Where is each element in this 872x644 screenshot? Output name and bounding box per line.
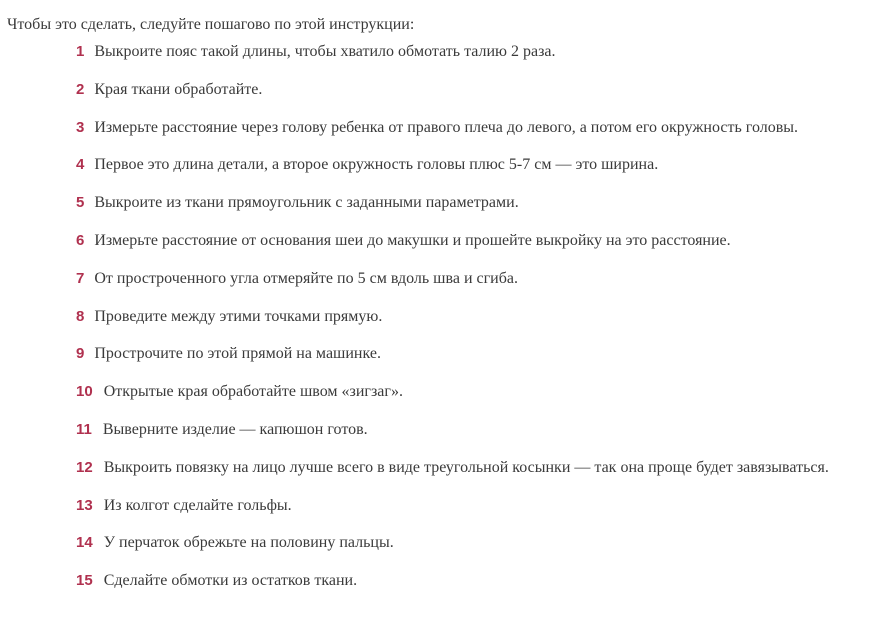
step-number: 1 [76,43,85,60]
list-item [71,229,846,252]
list-item [71,116,846,139]
list-item [71,342,846,365]
step-text: Открытые края обработайте швом «зигзаг». [103,383,403,401]
list-item [71,380,846,403]
list-item [71,153,846,176]
step-text: Из колгот сделайте гольфы. [103,496,292,514]
step-number: 8 [76,307,85,325]
step-text: Сделайте обмотки из остатков ткани. [103,572,358,590]
list-item [71,569,846,592]
list-item [71,494,846,517]
step-text: Первое это длина детали, а второе окружность головы плюс 5-7 см — это ширина. [94,156,659,174]
list-item [71,191,846,214]
step-text: Измерьте расстояние через голову ребенка от правого плеча до левого, а потом его окружность головы. [94,118,799,136]
step-text: Выкроите из ткани прямоугольник с заданными параметрами. [94,194,519,212]
step-text: Проведите между этими точками прямую. [94,307,383,325]
step-number: 4 [76,156,85,174]
step-number: 15 [76,572,93,590]
instruction-list [71,40,846,607]
step-text: Выкроите пояс такой длины, чтобы хватило обмотать талию 2 раза. [94,43,556,60]
step-text: Края ткани обработайте. [94,80,263,98]
step-number: 3 [76,118,85,136]
list-item [71,531,846,554]
list-item [71,40,846,63]
step-number: 13 [76,496,93,514]
list-item [71,78,846,101]
step-number: 14 [76,534,93,552]
intro-text: Чтобы это сделать, следуйте пошагово по этой инструкции: [7,16,415,33]
list-item [71,456,846,479]
step-number: 7 [76,269,85,287]
step-number: 9 [76,345,85,363]
step-text: Прострочите по этой прямой на машинке. [94,345,381,363]
step-number: 12 [76,458,93,476]
step-text: У перчаток обрежьте на половину пальцы. [103,534,394,552]
list-item [71,418,846,441]
step-number: 11 [76,420,92,438]
list-item [71,305,846,328]
list-item [71,267,846,290]
step-text: Измерьте расстояние от основания шеи до макушки и прошейте выкройку на это расстояние. [94,231,731,249]
step-number: 6 [76,231,85,249]
step-text: Выверните изделие — капюшон готов. [102,420,368,438]
step-text: Выкроить повязку на лицо лучше всего в виде треугольной косынки — так она проще будет завязываться. [103,458,829,476]
step-text: От простроченного угла отмеряйте по 5 см вдоль шва и сгиба. [94,269,518,287]
step-number: 2 [76,80,85,98]
step-number: 10 [76,383,93,401]
step-number: 5 [76,194,85,212]
